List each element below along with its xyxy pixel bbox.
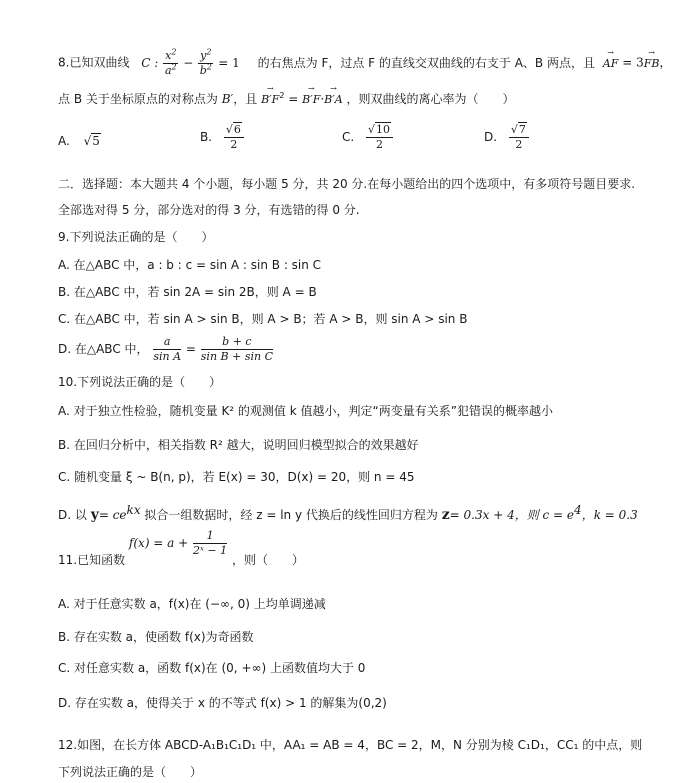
q8-line2: 点 B 关于坐标原点的对称点为 B′，且 → $B'F^2$ = → B′F·→ B′A ，则双曲线的离心率为（ ） <box>58 93 515 105</box>
q11-option-a: A. 对于任意实数 a，f(x)在 (−∞, 0) 上均单调递减 <box>58 597 326 611</box>
q9-option-b: B. 在△ABC 中，若 sin 2A = sin 2B，则 A = B <box>58 285 317 299</box>
q8-dot: · <box>320 92 325 106</box>
q9-option-d-frac2 <box>201 336 273 362</box>
q8-option-b-label: B. <box>200 130 213 145</box>
q8-option-a-label: A. <box>58 134 70 148</box>
q9-option-a: A. 在△ABC 中，a : b : c = sin A : sin B : sin C <box>58 258 322 272</box>
q11-option-d: D. 存在实数 a，使得关于 x 的不等式 f(x) > 1 的解集为(0,2) <box>58 696 387 710</box>
q10-option-b: B. 在回归分析中，相关指数 R² 越大，说明回归模型拟合的效果越好 <box>58 438 419 452</box>
q11-tail: ，则（ ） <box>231 553 304 568</box>
q10-d-yhat: y <box>90 507 99 523</box>
q8-curve: C : $\frac{x^2}{a^2}$ − $\frac{y^2}{b^2}$ = 1 <box>141 47 240 77</box>
q8-text1: 的右焦点为 F，过点 F 的直线交双曲线的右支于 A、B 两点，且 <box>257 55 595 70</box>
q8-vec-bf: → B′F <box>261 94 279 105</box>
q10-d-eq: = 0.3x + 4，则 c = e <box>449 508 575 522</box>
q8-option-c-value: $\frac{√10}{2}$ <box>366 124 393 150</box>
q8-option-b-value: $\frac{√6}{2}$ <box>224 124 244 150</box>
q9-d-eq: = <box>185 342 196 357</box>
q11-f-den: 2ˣ − 1 <box>193 543 228 557</box>
q8-line2-a: 点 B 关于坐标原点的对称点为 <box>58 92 218 106</box>
q8-a: a <box>164 63 172 77</box>
q11-stem <box>58 529 304 568</box>
q10-d-pre: D. 以 <box>58 508 87 522</box>
q8-eq-one: = 1 <box>218 55 240 70</box>
q8-option-a <box>58 134 101 148</box>
q8-option-c-label: C. <box>342 130 355 145</box>
q9-stem: 9.下列说法正确的是（ ） <box>58 230 214 244</box>
q8-vec-af: → AF <box>603 58 619 69</box>
q10-d-kx: kx <box>126 503 141 517</box>
q8-line2-c: ，则双曲线的离心率为（ ） <box>346 92 515 106</box>
q10-d-ce: = ce <box>98 508 127 522</box>
section2-line1: 二．选择题：本大题共 4 个小题，每小题 5 分，共 20 分.在每小题给出的四个选项中，有多项符号题目要求. <box>58 177 636 191</box>
q9-d-den1: sin A <box>153 349 182 363</box>
q9-d-num1: a <box>153 336 181 350</box>
q8-b-prime: B′ <box>221 92 234 106</box>
q8-vec-fb: → FB <box>644 58 660 69</box>
q8-option-b-den: 2 <box>230 137 238 151</box>
q8-frac-y: $\frac{y^2}{b^2}$ <box>199 47 212 77</box>
q8-eq-3fb: = 3 <box>622 55 644 70</box>
q11-option-c: C. 对任意实数 a，函数 f(x)在 (0, +∞) 上函数值均大于 0 <box>58 661 366 675</box>
q11-f-num: 1 <box>193 530 227 544</box>
q8-option-c-den: 2 <box>376 137 384 151</box>
section2-line2: 全部选对得 5 分，部分选对的得 3 分，有选错的得 0 分. <box>58 203 360 217</box>
q11-f-head: f(x) = a + <box>128 535 189 550</box>
q9-option-d-frac1 <box>153 336 181 362</box>
q8-option-c <box>342 124 394 150</box>
q11-f-frac <box>193 530 227 556</box>
q9-d-den2: sin B + sin C <box>200 349 273 363</box>
q8-lead: 8.已知双曲线 <box>58 55 130 70</box>
q10-d-zhat: z <box>441 507 450 523</box>
q12-line2: 下列说法正确的是（ ） <box>58 765 203 779</box>
q10-option-a: A. 对于独立性检验，随机变量 K² 的观测值 k 值越小，判定“两变量有关系”犯错误的概率越小 <box>58 404 553 418</box>
q9-option-c: C. 在△ABC 中，若 sin A > sin B，则 A > B；若 A > B，则 sin A > sin B <box>58 312 468 326</box>
q10-d-end: ，k = 0.3 <box>581 508 638 522</box>
q11-option-b: B. 存在实数 a，使函数 f(x)为奇函数 <box>58 630 254 644</box>
q8-x: x <box>165 49 172 62</box>
q8-y: y <box>200 49 207 62</box>
q8-vec-ba: → B′A <box>324 94 343 105</box>
q10-option-c: C. 随机变量 ξ ~ B(n, p)，若 E(x) = 30，D(x) = 20，则 n = 45 <box>58 470 415 484</box>
q9-d-num2: b + c <box>201 336 273 350</box>
q8-option-d-value: $\frac{√7}{2}$ <box>509 124 529 150</box>
q8-b: b <box>199 63 207 77</box>
q9-option-d-pre: D. 在△ABC 中， <box>58 342 149 357</box>
q8-vec-bf-2: → B′F <box>302 94 320 105</box>
q8-frac-x: $\frac{x^2}{a^2}$ <box>164 47 177 77</box>
q8-option-a-value: √5 <box>83 134 100 148</box>
q8-option-b <box>200 124 245 150</box>
q8-option-d-label: D. <box>484 130 498 145</box>
q8-option-a-rad: 5 <box>92 134 100 148</box>
q8-eq: = <box>288 92 299 106</box>
q8-curve-label: C : <box>141 55 159 70</box>
q8-option-c-rad: 10 <box>376 123 391 136</box>
q8-option-b-rad: 6 <box>233 123 241 136</box>
q10-stem: 10.下列说法正确的是（ ） <box>58 375 222 389</box>
q8-option-d-rad: 7 <box>518 123 526 136</box>
q8-line2-b: ，且 <box>233 92 258 106</box>
q12-line1: 12.如图，在长方体 ABCD-A₁B₁C₁D₁ 中，AA₁ = AB = 4，BC = 2，M，N 分别为棱 C₁D₁，CC₁ 的中点，则 <box>58 738 643 752</box>
q10-option-d <box>58 503 638 523</box>
q10-d-e4: 4 <box>574 503 582 517</box>
q8-line1: 8.已知双曲线 C : $\frac{x^2}{a^2}$ − $\frac{y^2}{b^2}$ = 1 的右焦点为 F，过点 F 的直线交双曲线的右支于 A、B 两点，且 → AF = 3→ FB， <box>58 50 671 76</box>
q8-option-d-den: 2 <box>515 137 523 151</box>
q9-option-d <box>58 336 274 362</box>
q8-option-d <box>484 124 530 150</box>
q11-lead: 11.已知函数 <box>58 553 126 568</box>
q10-d-mid: 拟合一组数据时，经 z = ln y 代换后的线性回归方程为 <box>140 508 438 522</box>
